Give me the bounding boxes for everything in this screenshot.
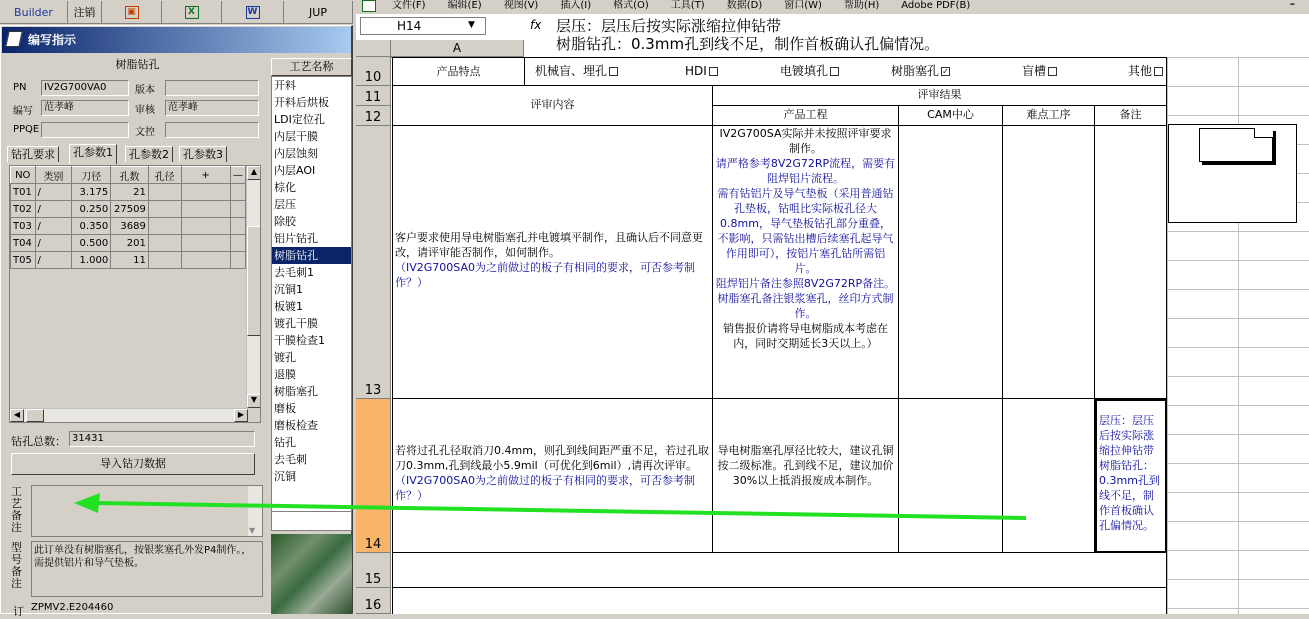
process-list-item[interactable]: 树脂塞孔 — [274, 385, 318, 398]
feature-label: 其他 — [1128, 64, 1153, 78]
excel-icon: X — [185, 6, 199, 19]
feature-label: 电镀填孔 — [780, 64, 829, 78]
builder-button[interactable]: Builder — [0, 1, 68, 23]
menu-item[interactable]: Adobe PDF(B) — [901, 0, 971, 11]
drill-total-field[interactable]: 31431 — [69, 431, 255, 447]
version-label: 版本 — [135, 85, 155, 96]
powerpoint-icon: ▣ — [125, 6, 139, 19]
author-label: 编写 — [13, 106, 33, 117]
tab-hole-params-1[interactable]: 孔参数1 — [69, 144, 117, 164]
process-list-item[interactable]: 去毛刺 — [274, 453, 307, 466]
review-result-header[interactable]: 评审结果 — [713, 86, 1167, 106]
arrow-head — [74, 493, 100, 513]
formula-input[interactable]: 层压：层压后按实际涨缩拉伸钻带 树脂钻孔：0.3mm孔到线不足，制作首板确认孔偏情况。 — [556, 17, 940, 53]
pn-label: PN — [13, 82, 27, 93]
arrow-line — [96, 503, 1026, 518]
add-column-button[interactable]: + — [181, 167, 230, 184]
row13-product-line: 树脂塞孔备注银浆塞孔，丝印方式制作。 — [717, 292, 894, 320]
model-note-text: 此订单没有树脂塞孔，按银浆塞孔外发P4制作。，需提供铝片和导气垫板。 — [34, 545, 252, 569]
menu-item[interactable]: 数据(D) — [726, 0, 763, 11]
cell-no: T04 — [11, 235, 36, 252]
name-box-dropdown-icon[interactable]: ▼ — [468, 20, 475, 30]
menu-item[interactable]: 视图(V) — [503, 0, 539, 11]
row13-product-line: 请严格参考8V2G72RP流程，需要有阻焊铝片流程。 — [715, 157, 896, 185]
col-hole-diameter[interactable]: 孔径 — [148, 167, 181, 184]
author-field[interactable]: 范孝峰 — [41, 100, 129, 116]
cell-category: / — [35, 201, 72, 218]
process-list-item[interactable]: 除胶 — [274, 215, 296, 228]
process-list-item[interactable]: 去毛刺1 — [274, 266, 314, 279]
process-list-item[interactable]: LDI定位孔 — [274, 113, 325, 126]
row13-content-ref: （IV2G700SA0为之前做过的板子有相同的要求，可否参考制作？） — [395, 261, 695, 289]
process-list-item[interactable]: 开料后烘板 — [274, 96, 329, 109]
scroll-down-icon[interactable]: ▼ — [249, 526, 256, 535]
cell-no: T01 — [11, 184, 36, 201]
pn-field[interactable]: IV2G700VA0 — [41, 80, 129, 96]
menu-item[interactable]: 帮助(H) — [843, 0, 880, 11]
reviewer-field[interactable]: 范孝峰 — [165, 100, 259, 116]
reviewer-label: 审核 — [135, 105, 155, 116]
jup-button[interactable]: JUP — [284, 1, 353, 23]
row-header-12[interactable]: 12 — [356, 106, 391, 126]
process-list-item[interactable]: 开料 — [274, 79, 296, 92]
feature-label: 机械盲、埋孔 — [535, 64, 608, 78]
process-list-item[interactable]: 内层蚀刻 — [274, 147, 318, 160]
selected-cell-h14[interactable]: 层压：层压后按实际涨缩拉伸钻带树脂钻孔：0.3mm孔到线不足，制作首板确认孔偏情况。 — [1095, 399, 1167, 553]
process-list-item[interactable]: 内层AOI — [274, 164, 316, 177]
process-list-item[interactable]: 钻孔 — [274, 436, 296, 449]
cell-tool-diameter: 0.350 — [72, 218, 111, 235]
row13-content-text: 客户要求使用导电树脂塞孔并电镀填平制作，且确认后不同意更改，请评审能否制作，如何制作。 — [395, 231, 703, 259]
cell-hole-count: 201 — [111, 235, 149, 252]
menu-item[interactable]: 插入(I) — [560, 0, 592, 11]
row13-product-line: 阻焊铝片备注参照8V2G72RP备注。 — [715, 277, 896, 290]
scroll-left-icon[interactable]: ◀ — [10, 409, 24, 422]
row14-content-text: 若将过孔孔径取消刀0.4mm，则孔到线间距严重不足，若过孔取刀0.3mm,孔到线最小5.9mil（可优化到6mil）,请再次评审。 — [395, 444, 709, 472]
menu-item[interactable]: 工具(T) — [670, 0, 705, 11]
row-header-11[interactable]: 11 — [356, 86, 391, 106]
logout-button[interactable]: 注销 — [68, 1, 102, 23]
cell-category: / — [35, 218, 72, 235]
process-list-item[interactable]: 干膜检查1 — [274, 334, 325, 347]
remove-column-button[interactable]: — — [230, 167, 245, 184]
scroll-down-icon[interactable]: ▼ — [247, 394, 261, 408]
process-list-item[interactable]: 沉铜1 — [274, 283, 303, 296]
row13-product-line: IV2G700SA实际并未按照评审要求制作。 — [719, 127, 892, 155]
process-note-label: 工艺备注 — [11, 485, 22, 534]
cam-center-header[interactable]: CAM中心 — [899, 106, 1003, 126]
model-note-label: 型号备注 — [11, 541, 22, 590]
cell-hole-count: 27509 — [111, 201, 149, 218]
process-list-header[interactable]: 工艺名称 — [271, 58, 352, 76]
section-title: 树脂钻孔 — [115, 58, 160, 71]
cell-tool-diameter: 3.175 — [72, 184, 111, 201]
row-header-13[interactable]: 13 — [356, 126, 391, 399]
order-label: 订 — [13, 605, 24, 618]
process-list-item[interactable]: 退膜 — [274, 368, 296, 381]
tab-drill-requirements[interactable]: 钻孔要求 — [7, 146, 59, 162]
process-list-item[interactable]: 镀孔干膜 — [274, 317, 318, 330]
scroll-up-icon[interactable]: ▲ — [247, 166, 261, 180]
process-list-item[interactable]: 层压 — [274, 198, 296, 211]
row-header-10[interactable]: 10 — [356, 57, 391, 86]
product-feature-cell[interactable]: 产品特点 — [392, 57, 525, 86]
row14-product-engineering[interactable]: 导电树脂塞孔厚径比较大，建议孔铜按二级标准。孔到线不足，建议加价30%以上抵消报废成本制作。 — [713, 399, 899, 553]
row-header-15[interactable]: 15 — [356, 553, 391, 588]
product-engineering-header[interactable]: 产品工程 — [713, 106, 899, 126]
process-list-item[interactable]: 沉铜 — [274, 470, 296, 483]
cell-tool-diameter: 1.000 — [72, 252, 111, 269]
cell-no: T02 — [11, 201, 36, 218]
col-no[interactable]: NO — [11, 167, 36, 184]
name-box[interactable]: H14 — [360, 17, 486, 35]
cell-hole-count: 21 — [111, 184, 149, 201]
process-list-item[interactable]: 内层干膜 — [274, 130, 318, 143]
order-field[interactable]: ZPMV2.E204460 — [31, 602, 114, 613]
doccontrol-label: 文控 — [135, 127, 155, 138]
process-list-item[interactable]: 板镀1 — [274, 300, 303, 313]
row13-product-line: 需有钻铝片及导气垫板（采用普通钻孔垫板，钻咀比实际板孔径大0.8mm，导气垫板钻孔部分重叠，不影响，只需钻出槽后续塞孔起导气作用即可），按铝片塞孔钻所需铝片。 — [717, 187, 894, 275]
cell-tool-diameter: 0.250 — [72, 201, 111, 218]
menu-item[interactable]: 格式(O) — [613, 0, 649, 11]
menu-overflow-icon[interactable]: ╶ — [1286, 0, 1295, 13]
word-icon: W — [246, 6, 260, 19]
process-list-item[interactable]: 磨板 — [274, 402, 296, 415]
tab-hole-params-3[interactable]: 孔参数3 — [179, 146, 227, 162]
menu-item[interactable]: 文件(F) — [392, 0, 426, 11]
difficult-process-header[interactable]: 难点工序 — [1003, 106, 1095, 126]
tab-hole-params-2[interactable]: 孔参数2 — [125, 146, 173, 162]
feature-label: HDI — [685, 64, 707, 78]
import-drill-data-button[interactable]: 导入钻刀数据 — [11, 453, 255, 475]
ppqe-label: PPQE — [13, 124, 40, 135]
col-tool-diameter[interactable]: 刀径 — [72, 167, 111, 184]
process-list-item[interactable]: 磨板检查 — [274, 419, 318, 432]
col-hole-count[interactable]: 孔数 — [111, 167, 149, 184]
process-list-item[interactable]: 铝片钻孔 — [274, 232, 318, 245]
process-list-item[interactable]: 镀孔 — [274, 351, 296, 364]
drill-total-label: 钻孔总数： — [11, 435, 66, 448]
cell-category: / — [35, 252, 72, 269]
cell-hole-count: 3689 — [111, 218, 149, 235]
menu-item[interactable]: 窗口(W) — [784, 0, 822, 11]
row-header-16[interactable]: 16 — [356, 588, 391, 614]
process-list-item[interactable]: 棕化 — [274, 181, 296, 194]
checkbox-icon[interactable]: ✓ — [942, 67, 949, 76]
note-header[interactable]: 备注 — [1095, 106, 1167, 126]
scroll-right-icon[interactable]: ▶ — [234, 409, 248, 422]
cell-hole-count: 11 — [111, 252, 149, 269]
column-header-a[interactable]: A — [391, 40, 524, 57]
review-content-header[interactable]: 评审内容 — [392, 86, 713, 126]
row14-content-ref: （IV2G700SA0为之前做过的板子有相同的要求，可否参考制作？） — [395, 474, 695, 502]
feature-label: 树脂塞孔 — [891, 64, 940, 78]
fx-icon[interactable]: fx — [530, 18, 542, 32]
process-list-item[interactable]: 树脂钻孔 — [272, 247, 351, 264]
col-category[interactable]: 类别 — [35, 167, 72, 184]
cell-no: T03 — [11, 218, 36, 235]
row-header-14[interactable]: 14 — [356, 399, 391, 553]
cell-category: / — [35, 184, 72, 201]
cell-tool-diameter: 0.500 — [72, 235, 111, 252]
feature-label: 盲槽 — [1022, 64, 1047, 78]
row13-product-line: 销售报价请将导电树脂成本考虑在内，同时交期延长3天以上。） — [723, 322, 888, 350]
menu-item[interactable]: 编辑(E) — [447, 0, 482, 11]
dialog-titlebar[interactable]: 编写指示 — [2, 27, 351, 53]
cell-category: / — [35, 235, 72, 252]
cell-no: T05 — [11, 252, 36, 269]
